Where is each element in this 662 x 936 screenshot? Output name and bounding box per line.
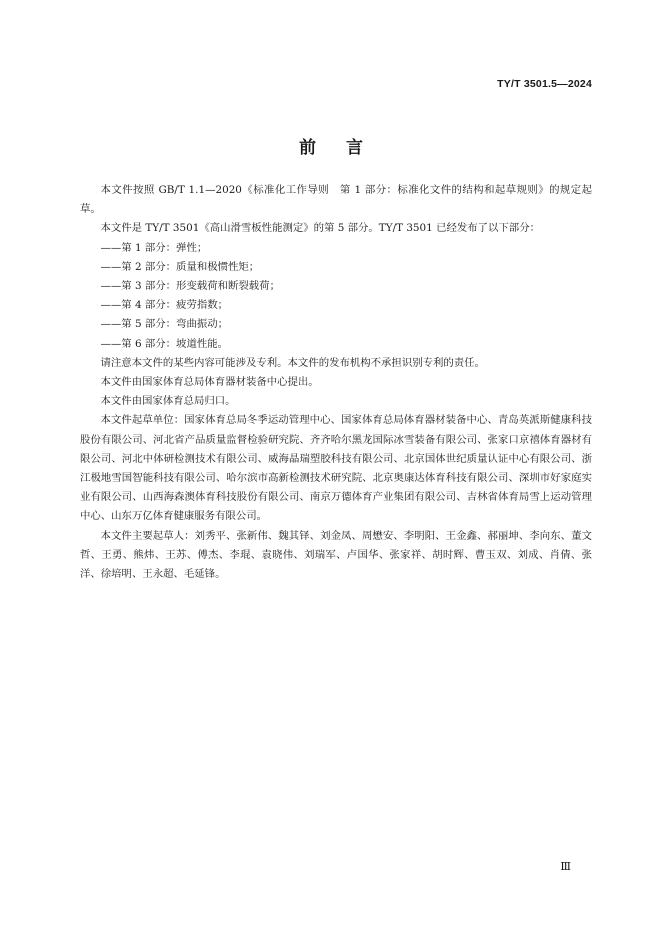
document-body <box>80 181 592 584</box>
paragraph-patent-notice: 请注意本文件的某些内容可能涉及专利。本文件的发布机构不承担识别专利的责任。 <box>100 356 485 369</box>
list-item: ——第 6 部分：坡道性能。 <box>100 337 229 350</box>
paragraph-drafters: 本文件主要起草人：刘秀平、张新伟、魏其铎、刘金凤、周懋安、李明阳、王金鑫、郝丽坤、李向东、董文哲、王勇、熊炜、王苏、傅杰、李琨、袁晓伟、刘瑞军、卢国华、张家祥、胡时辉、曹玉双、刘成、肖倩、张洋、徐培明、王永超、毛延锋。 <box>80 529 592 581</box>
page-title: 前言 <box>299 138 393 158</box>
document-code: TY/T 3501.5—2024 <box>497 78 592 90</box>
paragraph-centralized: 本文件由国家体育总局归口。 <box>100 395 236 408</box>
list-item: ——第 5 部分：弯曲振动； <box>100 318 229 331</box>
paragraph-series-intro: 本文件是 TY/T 3501《高山滑雪板性能测定》的第 5 部分。TY/T 3501 已经发布了以下部分： <box>100 222 540 235</box>
page-number: Ⅲ <box>560 860 571 873</box>
list-item: ——第 3 部分：形变载荷和断裂载荷； <box>100 280 280 293</box>
paragraph-proposer: 本文件由国家体育总局体育器材装备中心提出。 <box>100 376 319 389</box>
paragraph-drafting-rules: 本文件按照 GB/T 1.1—2020《标准化工作导则 第 1 部分：标准化文件的结构和起草规则》的规定起草。 <box>80 184 592 216</box>
parts-list <box>80 239 592 354</box>
paragraph-drafting-units: 本文件起草单位：国家体育总局冬季运动管理中心、国家体育总局体育器材装备中心、青岛英派斯健康科技股份有限公司、河北省产品质量监督检验研究院、齐齐哈尔黑龙国际冰雪装备有限公司、张家口京禧体育器材有限公司、河北中体研检测技术有限公司、威海晶瑞塑胶科技有限公司、北京国体世纪质量认证中心有限公司、浙江极地雪国智能科技有限公司、哈尔滨市高新检测技术研究院、北京奥康达体育科技有限公司、深圳市好家庭实业有限公司、山西海森澳体育科技股份有限公司、南京万德体育产业集团有限公司、吉林省体育局雪上运动管理中心、山东万亿体育健康服务有限公司。 <box>80 414 592 523</box>
list-item: ——第 2 部分：质量和极惯性矩； <box>100 260 260 273</box>
list-item: ——第 1 部分：弹性； <box>100 241 208 254</box>
list-item: ——第 4 部分：疲劳指数； <box>100 299 229 312</box>
